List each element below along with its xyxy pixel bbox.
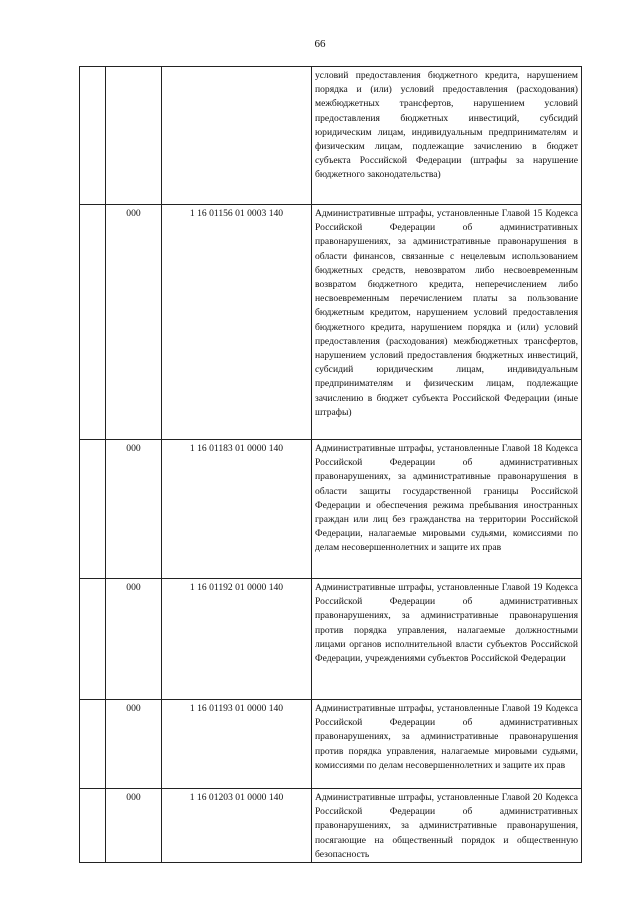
description-cell: Административные штрафы, установленные Главой 15 Кодекса Российской Федерации об административных правонарушениях, за административные правонарушения в области финансов, связанные с нецелевым использованием бюджетных средств, невозвратом либо несвоевременным возвратом бюджетного кредита, неперечислением либо несвоевременным перечислением платы за пользование бюджетным кредитом, нарушением условий предоставления бюджетного кредита, нарушением порядка и (или) условий предоставления (расходования) межбюджетных трансфертов, нарушением условий предоставления бюджетных инвестиций, субсидий юридическим лицам, индивидуальным предпринимателям и физическим лицам, подлежащие зачислению в бюджет субъекта Российской Федерации (иные штрафы) — [312, 205, 582, 440]
row-number-cell — [80, 789, 106, 863]
budget-code-cell: 1 16 01183 01 0000 140 — [162, 440, 312, 579]
description-cell: Административные штрафы, установленные Главой 18 Кодекса Российской Федерации об административных правонарушениях, за административные правонарушения в области защиты государственной границы Российской Федерации и обеспечения режима пребывания иностранных граждан или лиц без гражданства на территории Российской Федерации, налагаемые мировыми судьями, комиссиями по делам несовершеннолетних и защите их прав — [312, 440, 582, 579]
administrator-code-cell: 000 — [106, 440, 162, 579]
budget-code-cell: 1 16 01156 01 0003 140 — [162, 205, 312, 440]
description-cell: Административные штрафы, установленные Главой 19 Кодекса Российской Федерации об административных правонарушениях, за административные правонарушения против порядка управления, налагаемые мировыми судьями, комиссиями по делам несовершеннолетних и защите их прав — [312, 700, 582, 789]
table-row — [80, 579, 582, 700]
budget-code-cell — [162, 67, 312, 205]
administrator-code-cell: 000 — [106, 579, 162, 700]
row-number-cell — [80, 579, 106, 700]
administrator-code-cell: 000 — [106, 789, 162, 863]
description-cell: условий предоставления бюджетного кредита, нарушением порядка и (или) условий предоставления (расходования) межбюджетных трансфертов, нарушением условий предоставления бюджетных инвестиций, субсидий юридическим лицам, индивидуальным предпринимателям и физическим лицам, подлежащие зачислению в бюджет субъекта Российской Федерации (штрафы за нарушение бюджетного законодательства) — [312, 67, 582, 205]
administrator-code-cell: 000 — [106, 205, 162, 440]
row-number-cell — [80, 440, 106, 579]
description-cell: Административные штрафы, установленные Главой 20 Кодекса Российской Федерации об административных правонарушениях, за административные правонарушения, посягающие на общественный порядок и общественную безопасность — [312, 789, 582, 863]
table-row — [80, 440, 582, 579]
table-row — [80, 789, 582, 863]
budget-code-cell: 1 16 01192 01 0000 140 — [162, 579, 312, 700]
row-number-cell — [80, 700, 106, 789]
budget-code-cell: 1 16 01203 01 0000 140 — [162, 789, 312, 863]
administrator-code-cell: 000 — [106, 700, 162, 789]
table-row — [80, 700, 582, 789]
row-number-cell — [80, 205, 106, 440]
page-number: 66 — [314, 38, 326, 50]
budget-classification-table — [79, 66, 582, 863]
table-row — [80, 67, 582, 205]
table-row — [80, 205, 582, 440]
row-number-cell — [80, 67, 106, 205]
administrator-code-cell — [106, 67, 162, 205]
budget-code-cell: 1 16 01193 01 0000 140 — [162, 700, 312, 789]
description-cell: Административные штрафы, установленные Главой 19 Кодекса Российской Федерации об административных правонарушениях, за административные правонарушения против порядка управления, налагаемые должностными лицами органов исполнительной власти субъектов Российской Федерации, учреждениями субъектов Российской Федерации — [312, 579, 582, 700]
